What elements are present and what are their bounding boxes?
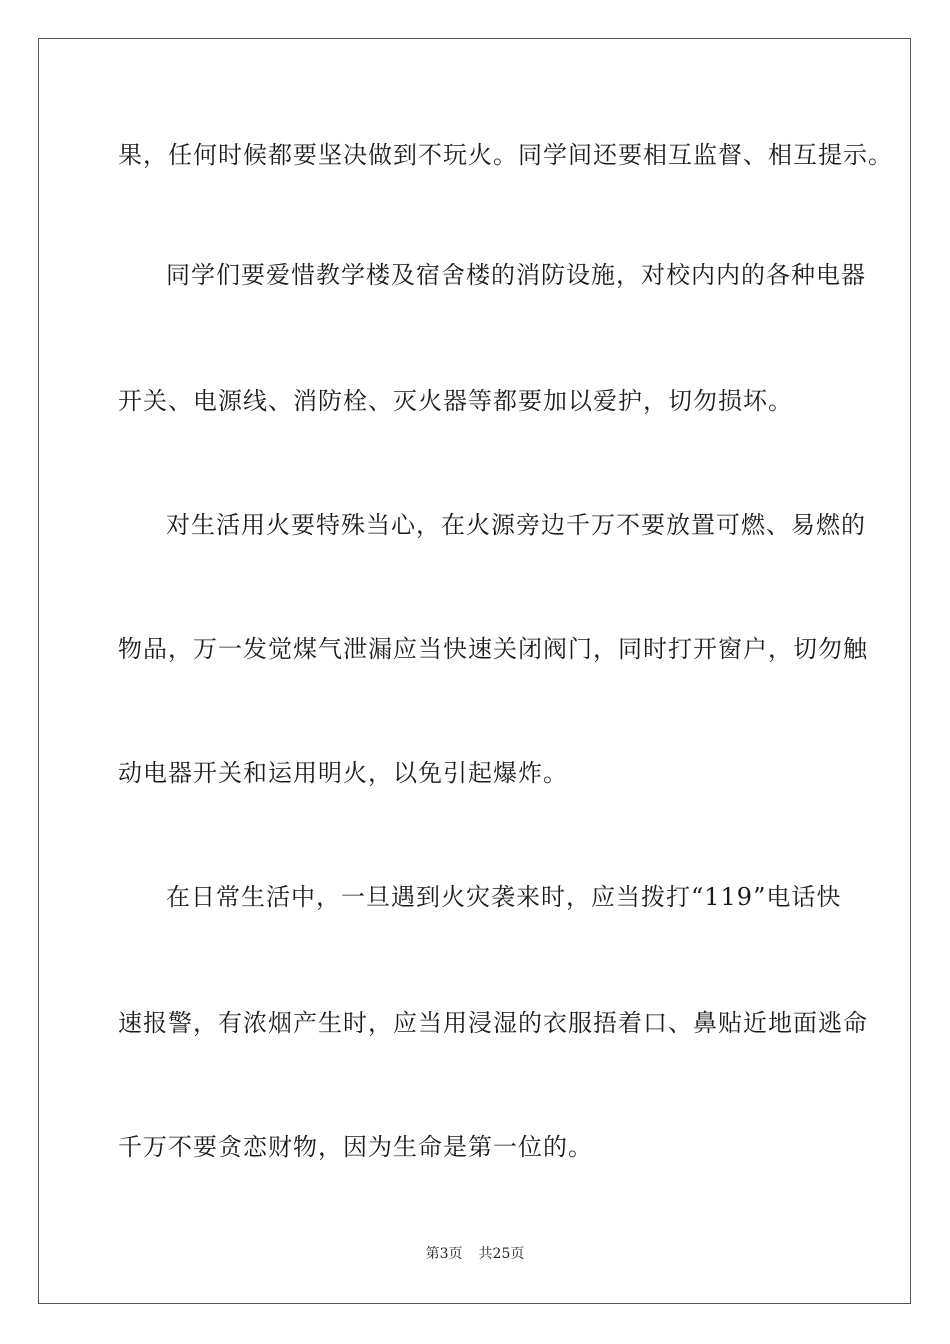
body-text-line: 同学们要爱惜教学楼及宿舍楼的消防设施，对校内内的各种电器 <box>166 261 866 289</box>
body-text-line: 在日常生活中，一旦遇到火灾袭来时，应当拨打“119”电话快 <box>166 883 842 911</box>
body-text-line: 对生活用火要特殊当心，在火源旁边千万不要放置可燃、易燃的 <box>166 511 866 539</box>
body-text-line: 果，任何时候都要坚决做到不玩火。同学间还要相互监督、相互提示。 <box>118 141 893 169</box>
page-footer <box>0 1245 950 1263</box>
page-total: 共25页 <box>478 1246 525 1262</box>
body-text-line: 动电器开关和运用明火，以免引起爆炸。 <box>118 759 568 787</box>
body-text-line: 开关、电源线、消防栓、灭火器等都要加以爱护，切勿损坏。 <box>118 387 793 415</box>
page-number: 第3页 <box>425 1246 463 1262</box>
body-text-line: 速报警，有浓烟产生时，应当用浸湿的衣服捂着口、鼻贴近地面逃命 <box>118 1009 868 1037</box>
page-frame <box>38 38 911 1304</box>
body-text-line: 千万不要贪恋财物，因为生命是第一位的。 <box>118 1133 593 1161</box>
body-text-line: 物品，万一发觉煤气泄漏应当快速关闭阀门，同时打开窗户，切勿触 <box>118 635 868 663</box>
